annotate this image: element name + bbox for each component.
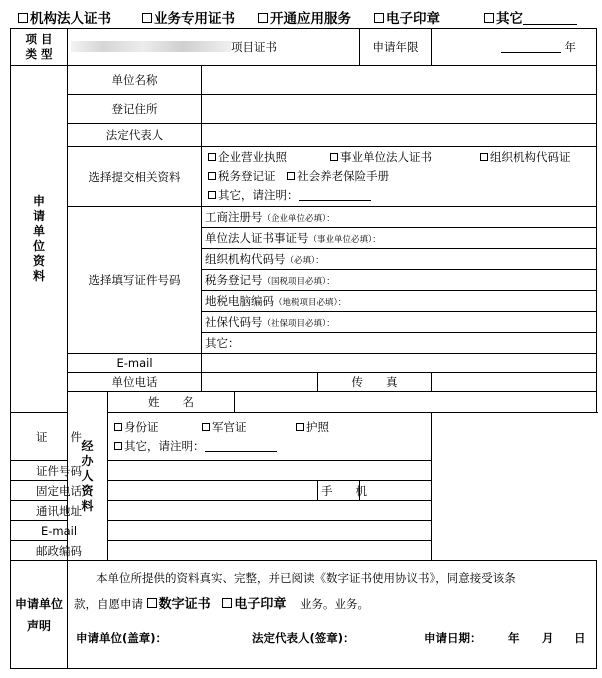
unit-fax-label: 传 真: [318, 373, 432, 392]
checkbox-icon: [208, 191, 216, 199]
date-year: 年: [508, 631, 520, 645]
mobile-label: 手 机: [318, 481, 360, 501]
cert-numbers-label: 选择填写证件号码: [68, 207, 202, 354]
sign-date-label: 申请日期：: [424, 631, 482, 645]
header-option-org-cert[interactable]: 机构法人证书: [18, 7, 111, 27]
id-number-label: 证件号码: [11, 461, 108, 481]
cert-number-row[interactable]: 组织机构代码号（必填）：: [202, 249, 597, 270]
project-type-row: [11, 29, 597, 66]
mobile-field[interactable]: [360, 481, 432, 501]
header-option-business-cert[interactable]: 业务专用证书: [142, 7, 235, 27]
material-other[interactable]: 其它，请注明：: [208, 186, 371, 205]
id-number-field[interactable]: [108, 461, 432, 481]
project-type-label: 项 目 类 型: [11, 29, 68, 66]
material-org-code-cert[interactable]: 组织机构代码证: [480, 148, 571, 167]
id-option-id-card[interactable]: 身份证: [114, 418, 159, 437]
project-type-cell[interactable]: 项目证书: [68, 29, 360, 66]
application-form-table: [10, 28, 597, 669]
material-other-blank[interactable]: [299, 188, 371, 201]
handler-name-field[interactable]: [235, 392, 597, 413]
handler-section-label: 经办人资料: [68, 392, 108, 561]
unit-name-label: 单位名称: [68, 66, 202, 95]
legal-rep-label: 法定代表人: [68, 124, 202, 147]
unit-name-field[interactable]: [202, 66, 597, 95]
checkbox-icon: [208, 172, 216, 180]
material-business-license[interactable]: 企业营业执照: [208, 148, 287, 167]
decl-option-digital-cert[interactable]: 数字证书: [147, 597, 211, 612]
materials-label: 选择提交相关资料: [68, 147, 202, 207]
declaration-section-label: 申请单位声明: [11, 561, 68, 669]
handler-name-label: 姓 名: [108, 392, 235, 413]
handler-email-label: E-mail: [11, 521, 108, 541]
id-option-other[interactable]: 其它，请注明：: [114, 437, 277, 456]
years-field[interactable]: 年: [432, 29, 597, 66]
cert-number-row[interactable]: 地税电脑编码（地税项目必填）：: [202, 291, 597, 312]
redacted-project-name: [71, 41, 231, 52]
legal-rep-field[interactable]: [202, 124, 597, 147]
checkbox-icon: [208, 153, 216, 161]
header-option-e-seal[interactable]: 电子印章: [374, 7, 440, 27]
landline-label: 固定电话: [11, 481, 108, 501]
checkbox-icon: [287, 172, 295, 180]
handler-email-field[interactable]: [108, 521, 432, 541]
cert-number-row[interactable]: 税务登记号（国税项目必填）：: [202, 270, 597, 291]
cert-number-row[interactable]: 工商注册号（企业单位必填）：: [202, 207, 597, 228]
checkbox-icon: [222, 598, 232, 608]
years-label: 申请年限: [360, 29, 432, 66]
checkbox-icon: [330, 153, 338, 161]
unit-fax-field[interactable]: [432, 373, 597, 392]
handler-address-label: 通讯地址: [11, 501, 108, 521]
cert-number-row[interactable]: 单位法人证书事证号（事业单位必填）：: [202, 228, 597, 249]
checkbox-icon: [480, 153, 488, 161]
date-day: 日: [574, 631, 586, 645]
checkbox-icon: [374, 13, 384, 23]
decl-option-e-seal[interactable]: 电子印章: [222, 597, 286, 612]
declaration-cell: [68, 561, 597, 669]
unit-phone-field[interactable]: [202, 373, 318, 392]
checkbox-icon: [114, 423, 122, 431]
checkbox-icon: [258, 13, 268, 23]
form-header-options: [18, 7, 598, 27]
id-other-blank[interactable]: [205, 439, 277, 452]
sign-unit-label: 申请单位(盖章)：: [76, 631, 168, 645]
cert-number-row[interactable]: 其它：: [202, 333, 597, 354]
years-blank[interactable]: [501, 40, 561, 53]
material-tax-cert[interactable]: 税务登记证: [208, 167, 276, 186]
date-month: 月: [542, 631, 554, 645]
applicant-section-label: 申请单位资料: [11, 66, 68, 413]
checkbox-icon: [202, 423, 210, 431]
handler-address-field[interactable]: [108, 501, 432, 521]
unit-email-label: E-mail: [68, 354, 202, 373]
handler-id-options: [108, 413, 432, 461]
checkbox-icon: [296, 423, 304, 431]
declaration-text: 本单位所提供的资料真实、完整，并已阅读《数字证书使用协议书》，同意接受该条 款，自愿申请 数字证书 电子印章 业务。业务。: [74, 571, 516, 612]
unit-address-field[interactable]: [202, 95, 597, 124]
checkbox-icon: [142, 13, 152, 23]
checkbox-icon: [114, 442, 122, 450]
landline-field[interactable]: [108, 481, 318, 501]
postcode-field[interactable]: [108, 541, 432, 561]
checkbox-icon: [147, 598, 157, 608]
sign-rep-label: 法定代表人(签章)：: [252, 631, 355, 645]
material-institution-cert[interactable]: 事业单位法人证书: [330, 148, 432, 167]
checkbox-icon: [484, 13, 494, 23]
id-option-officer-card[interactable]: 军官证: [202, 418, 247, 437]
unit-phone-label: 单位电话: [68, 373, 202, 392]
id-option-passport[interactable]: 护照: [296, 418, 329, 437]
header-other-blank[interactable]: [523, 10, 577, 25]
cert-number-row[interactable]: 社保代码号（社保项目必填）：: [202, 312, 597, 333]
unit-address-label: 登记住所: [68, 95, 202, 124]
unit-email-field[interactable]: [202, 354, 597, 373]
handler-id-label: 证 件: [11, 413, 108, 461]
header-option-other[interactable]: 其它: [484, 7, 577, 27]
declaration-signatures: [68, 630, 596, 652]
materials-options: [202, 147, 597, 207]
header-option-app-service[interactable]: 开通应用服务: [258, 7, 351, 27]
postcode-label: 邮政编码: [11, 541, 108, 561]
material-pension-book[interactable]: 社会养老保险手册: [287, 167, 389, 186]
checkbox-icon: [18, 13, 28, 23]
